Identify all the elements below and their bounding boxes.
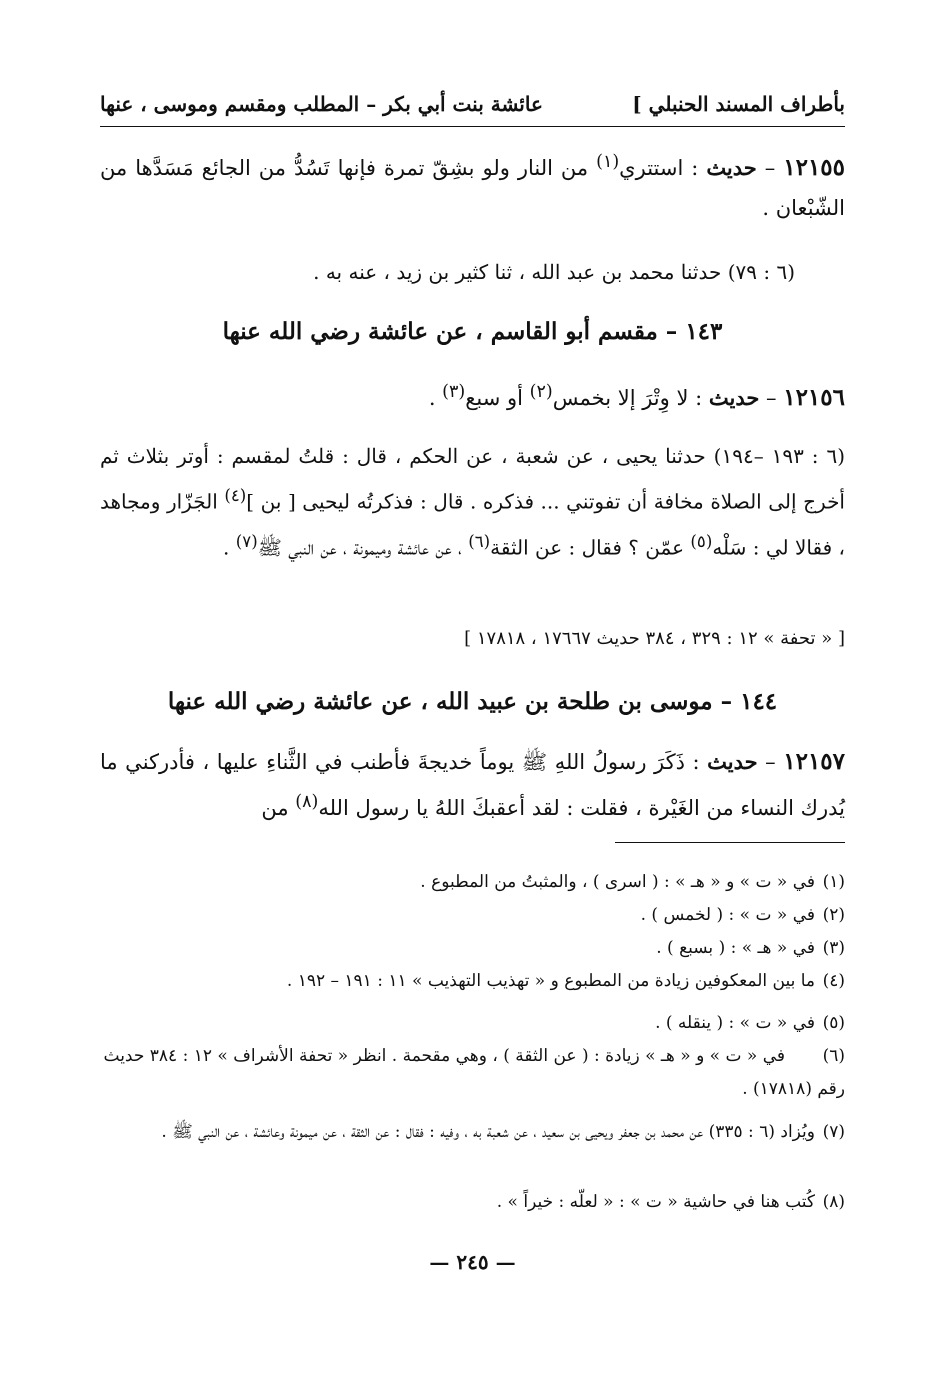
footnote-number: (٤)	[822, 971, 845, 991]
hadith-keyword: حديث	[708, 385, 760, 410]
footnote-ref-7[interactable]: (٧)	[235, 531, 258, 551]
footnote-4	[100, 965, 845, 998]
section-144-title: ١٤٤ – موسى بن طلحة بن عبيد الله ، عن عائشة رضي الله عنها	[167, 688, 778, 715]
footnote-text: في « هـ » : ( بسبع ) .	[656, 938, 815, 958]
footnote-number: (٨)	[822, 1192, 845, 1212]
footnote-number: (٦)	[822, 1046, 845, 1066]
hadith-text: : لا وِتْرَ إلا بخمس	[552, 386, 709, 410]
hadith-text: : استتري	[619, 156, 707, 180]
hadith-text: .	[428, 386, 443, 410]
footnote-number: (٢)	[822, 905, 845, 925]
footnote-ref-5[interactable]: (٥)	[690, 531, 713, 551]
source-text: ، عن عائشة وميمونة ، عن النبي ﷺ	[257, 535, 469, 560]
source-text: .	[223, 535, 236, 560]
footnote-text: في « ت » : ( لخمس ) .	[640, 905, 815, 925]
footnote-ref-3[interactable]: (٣)	[442, 382, 466, 402]
footnote-ref-2[interactable]: (٢)	[529, 382, 553, 402]
footnote-number: (٧)	[822, 1122, 845, 1142]
hadith-dash: –	[756, 156, 784, 180]
hadith-text: : ذَكَرَ رسولُ اللهِ ﷺ يوماً خديجةَ فأطنب في الثَّناءِ عليها ، فأدركني ما يُدرك النساء من الغَيْرة ، فقلت : لقد أعقبكَ اللهُ يا رسول الله	[100, 750, 845, 820]
footnote-number: (٥)	[822, 1013, 845, 1033]
section-143-title: ١٤٣ – مقسم أبو القاسم ، عن عائشة رضي الله عنها	[222, 318, 723, 345]
hadith-dash: –	[759, 386, 784, 410]
hadith-text: من	[261, 796, 296, 820]
footnote-3	[100, 932, 845, 965]
footnote-ref-4[interactable]: (٤)	[224, 486, 247, 505]
source-text: عمّن ؟ فقال : عن الثقة	[490, 535, 691, 560]
hadith-number: ١٢١٥٦	[783, 384, 845, 411]
hadith-12156-source	[100, 436, 845, 567]
header-section-title: عائشة بنت أبي بكر – المطلب ومقسم وموسى ، عنها	[100, 92, 543, 116]
footnote-text: في « ت » : ( ينقله ) .	[655, 1013, 815, 1033]
footnote-5	[100, 1007, 845, 1040]
footnote-8	[100, 1186, 845, 1219]
footnote-number: (٣)	[822, 938, 845, 958]
header-book-title: بأطراف المسند الحنبلي ]	[632, 92, 845, 116]
hadith-text: أو سبع	[465, 386, 530, 410]
footnote-6	[100, 1040, 845, 1106]
page-number: — ٢٤٥ —	[429, 1250, 516, 1274]
footnote-ref-1[interactable]: (١)	[596, 152, 620, 172]
hadith-keyword: حديث	[707, 749, 758, 774]
footnote-number: (١)	[822, 872, 845, 892]
hadith-text: من النار ولو بشِقّ تمرة فإنها تَسُدُّ من الجائع مَسَدَّها من الشّبْعان .	[100, 156, 845, 220]
footnote-2	[100, 899, 845, 932]
footnote-text: ويُزاد (٦ : ٣٣٥) عن محمد بن جعفر ويحيى بن سعيد ، عن شعبة به ، وفيه : فقال : عن الثقة ، عن ميمونة وعائشة ، عن النبي ﷺ .	[161, 1122, 815, 1142]
footnote-7	[100, 1116, 845, 1149]
source-text: الجَزّار ومجاهد ، فقالا لي : سَلْه	[100, 489, 845, 560]
hadith-12156	[100, 372, 845, 418]
footnote-text: كُتب هنا في حاشية « ت » : « لعلّه : خيراً » .	[496, 1192, 815, 1212]
footnote-ref-6[interactable]: (٦)	[468, 531, 491, 551]
footnote-1	[100, 866, 845, 899]
hadith-12157	[100, 742, 845, 828]
footnote-text: ما بين المعكوفين زيادة من المطبوع و « تهذيب التهذيب » ١١ : ١٩١ – ١٩٢ .	[286, 971, 815, 991]
hadith-12155-source: (٦ : ٧٩) حدثنا محمد بن عبد الله ، ثنا كثير بن زيد ، عنه به .	[313, 260, 795, 284]
footnote-text: في « ت » و « هـ » : ( اسرى ) ، والمثبتُ من المطبوع .	[420, 872, 815, 892]
hadith-keyword: حديث	[706, 155, 757, 180]
source-text: (٦ : ١٩٣ –١٩٤) حدثنا يحيى ، عن شعبة ، عن الحكم ، قال : قلتُ لمقسم : أوتر بثلاث ثم أخرج إلى الصلاة مخافة أن تفوتني ... فذكره . قال : فذكرتُه ليحيى [ بن ]	[100, 444, 846, 514]
tuhfa-reference: [ « تحفة » ١٢ : ٣٢٩ ، ٣٨٤ حديث ١٧٦٦٧ ، ١٧٨١٨ ]	[464, 628, 845, 649]
running-header	[100, 92, 845, 127]
footnote-divider	[615, 842, 845, 843]
hadith-12155	[100, 142, 845, 228]
footnote-ref-8[interactable]: (٨)	[295, 792, 319, 812]
hadith-number: ١٢١٥٥	[783, 154, 846, 181]
hadith-dash: –	[757, 750, 784, 774]
footnote-text: في « ت » و « هـ » زيادة : ( عن الثقة ) ، وهي مقحمة . انظر « تحفة الأشراف » ١٢ : ٣٨٤ حديث رقم (١٧٨١٨) .	[103, 1046, 845, 1099]
hadith-number: ١٢١٥٧	[783, 748, 846, 775]
